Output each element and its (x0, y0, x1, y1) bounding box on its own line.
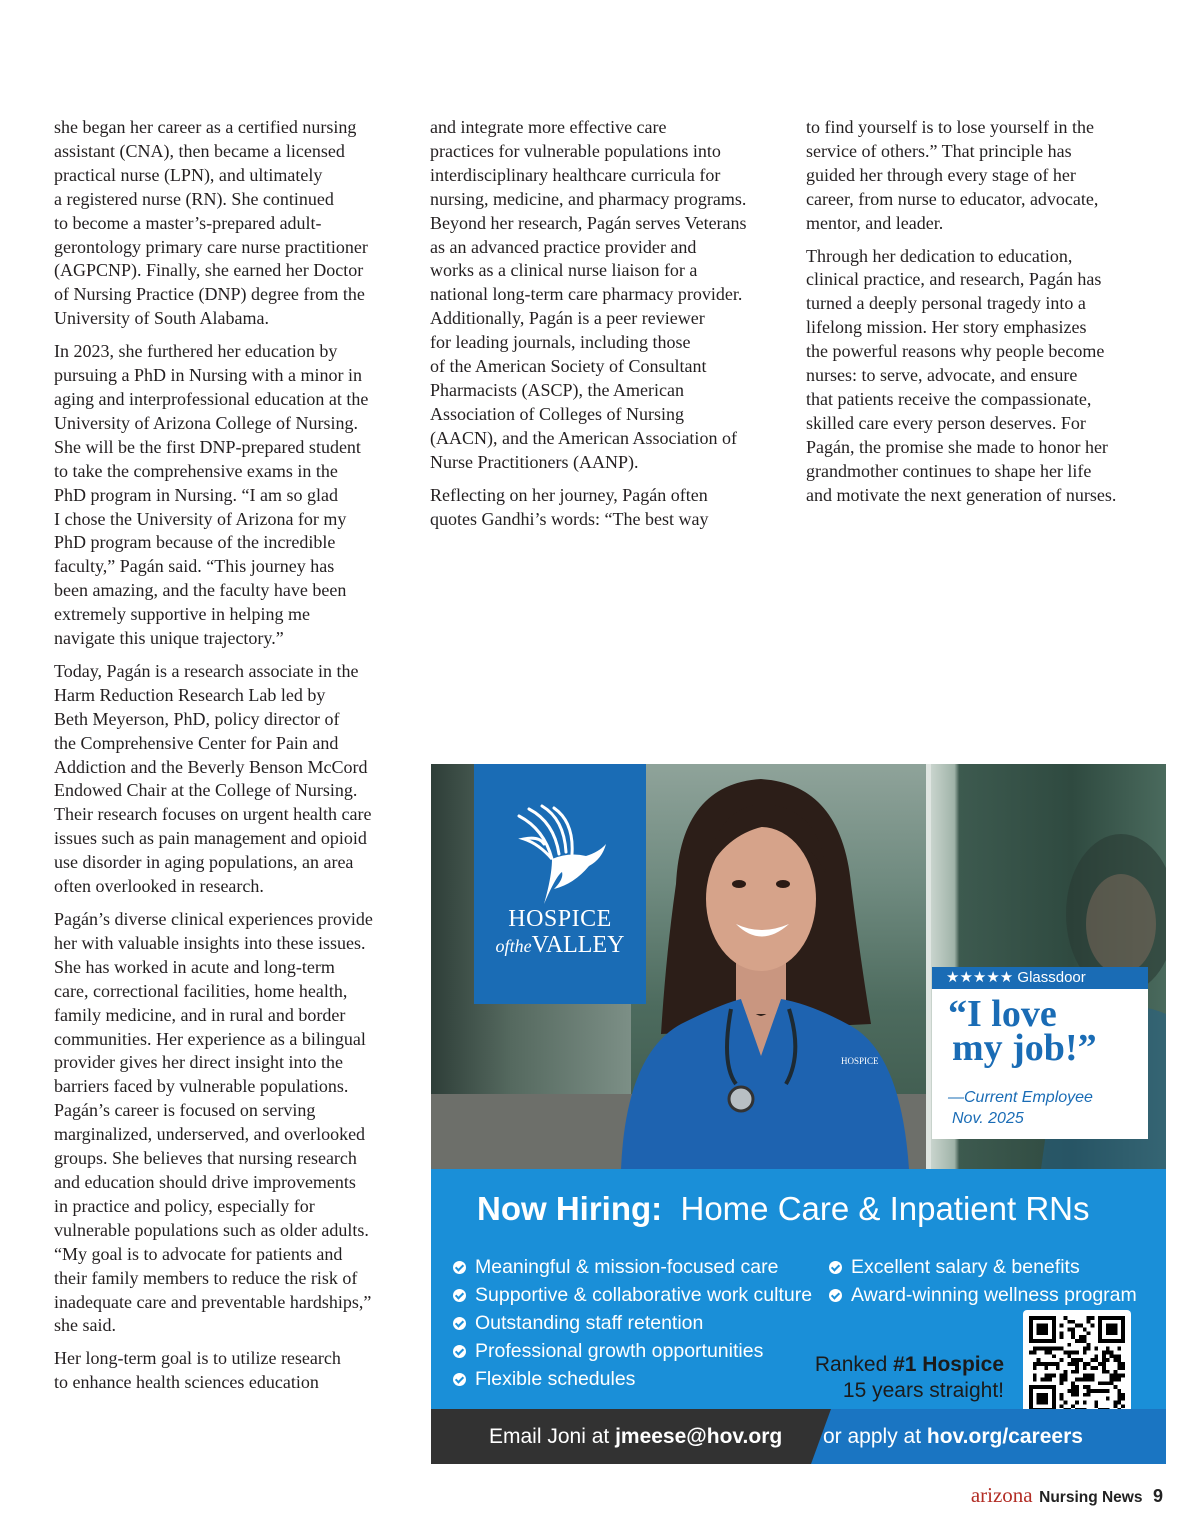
hospice-advertisement[interactable] (431, 764, 1166, 1464)
text-line: In 2023, she furthered her education by (54, 341, 338, 362)
text-line: and motivate the next generation of nurses. (806, 484, 1117, 505)
benefits-list-left (453, 1253, 812, 1393)
text-line: use disorder in aging populations, an area (54, 852, 354, 873)
article-paragraph (806, 116, 1156, 236)
review-attribution: —Current Employee Nov. 2025 (948, 1089, 1093, 1127)
text-line: PhD program in Nursing. “I am so glad (54, 484, 338, 505)
article-paragraph (430, 116, 780, 475)
text-line: aging and interprofessional education at the (54, 388, 369, 409)
text-line: often overlooked in research. (54, 876, 264, 897)
text-line: of the American Society of Consultant (430, 356, 707, 377)
text-line: Beyond her research, Pagán serves Veterans (430, 212, 747, 233)
text-line: as an advanced practice provider and (430, 236, 697, 257)
text-line: She will be the first DNP-prepared student (54, 436, 361, 457)
text-line: provider gives her direct insight into the (54, 1052, 343, 1073)
benefit-item: Supportive & collaborative work culture (453, 1281, 812, 1309)
text-line: she began her career as a certified nursing (54, 117, 357, 137)
text-line: extremely supportive in helping me (54, 604, 310, 625)
text-line: to find yourself is to lose yourself in the (806, 117, 1094, 137)
text-line: nurses: to serve, advocate, and ensure (806, 365, 1078, 386)
text-line: Pagán, the promise she made to honor her (806, 436, 1108, 457)
text-line: to take the comprehensive exams in the (54, 460, 338, 481)
text-line: for leading journals, including those (430, 332, 691, 353)
text-line: grandmother continues to shape her life (806, 460, 1092, 481)
text-line: career, from nurse to educator, advocate, (806, 188, 1099, 209)
text-line: works as a clinical nurse liaison for a (430, 260, 698, 281)
text-line: service of others.” That principle has (806, 140, 1072, 161)
text-line: issues such as pain management and opioid (54, 828, 367, 849)
text-line: national long-term care pharmacy provider. (430, 284, 743, 305)
article-paragraph (54, 1347, 404, 1395)
benefit-item: Flexible schedules (453, 1365, 812, 1393)
text-line: inadequate care and preventable hardships,” (54, 1291, 372, 1312)
review-quote: “I love my job!” (948, 993, 1097, 1069)
now-hiring-panel (431, 1169, 1166, 1409)
page-number: 9 (1152, 1486, 1163, 1506)
text-line: Pharmacists (ASCP), the American (430, 379, 684, 400)
check-circle-icon (453, 1289, 466, 1302)
benefit-item: Excellent salary & benefits (829, 1253, 1137, 1281)
hiring-headline: Now Hiring: Home Care & Inpatient RNs (477, 1190, 1090, 1227)
article-column-2 (430, 116, 780, 540)
text-line: assistant (CNA), then became a licensed (54, 140, 345, 161)
article-column-1 (54, 116, 404, 1404)
article-paragraph (54, 908, 404, 1338)
text-line: she said. (54, 1315, 116, 1336)
text-line: navigate this unique trajectory.” (54, 628, 284, 649)
svg-text:HOSPICE: HOSPICE (841, 1056, 879, 1066)
text-line: “My goal is to advocate for patients and (54, 1243, 343, 1264)
text-line: communities. Her experience as a bilingual (54, 1028, 366, 1049)
text-line: and integrate more effective care (430, 117, 667, 137)
text-line: her with valuable insights into these issues. (54, 932, 366, 953)
nurse-photo (431, 764, 1166, 1169)
text-line: a registered nurse (RN). She continued (54, 188, 334, 209)
publication-brand: arizona (970, 1483, 1033, 1507)
check-circle-icon (453, 1373, 466, 1386)
article-paragraph (54, 340, 404, 651)
text-line: care, correctional facilities, home health, (54, 980, 348, 1001)
text-line: vulnerable populations such as older adults. (54, 1219, 369, 1240)
text-line: clinical practice, and research, Pagán has (806, 269, 1102, 290)
text-line: Reflecting on her journey, Pagán often (430, 484, 708, 505)
text-line: Beth Meyerson, PhD, policy director of (54, 708, 340, 729)
publication-name: Nursing News (1039, 1489, 1143, 1506)
text-line: in practice and policy, especially for (54, 1195, 315, 1216)
careers-link[interactable]: or apply at hov.org/careers (823, 1425, 1083, 1448)
benefits-list-right (829, 1253, 1137, 1309)
logo-valley-text: oftheVALLEY (495, 932, 625, 958)
check-circle-icon (829, 1289, 842, 1302)
article-paragraph (806, 245, 1156, 508)
check-circle-icon (453, 1317, 466, 1330)
text-line: mentor, and leader. (806, 212, 944, 233)
contact-bar (431, 1409, 1166, 1464)
article-paragraph (54, 116, 404, 331)
text-line: Her long-term goal is to utilize research (54, 1348, 341, 1369)
text-line: Nurse Practitioners (AANP). (430, 451, 639, 472)
text-line: groups. She believes that nursing research (54, 1148, 357, 1169)
dove-hand-icon (514, 804, 609, 914)
hospice-logo (474, 764, 646, 1004)
check-circle-icon (453, 1261, 466, 1274)
text-line: turned a deeply personal tragedy into a (806, 293, 1086, 314)
text-line: Harm Reduction Research Lab led by (54, 684, 326, 705)
text-line: University of Arizona College of Nursing. (54, 412, 358, 433)
article-paragraph (430, 484, 780, 532)
logo-hospice-text: HOSPICE (508, 906, 612, 932)
text-line: interdisciplinary healthcare curricula for (430, 164, 721, 185)
glassdoor-rating: ★★★★★ Glassdoor (932, 967, 1148, 989)
text-line: guided her through every stage of her (806, 164, 1076, 185)
text-line: of Nursing Practice (DNP) degree from the (54, 284, 365, 305)
text-line: Through her dedication to education, (806, 245, 1073, 266)
qr-code[interactable] (1023, 1310, 1131, 1418)
glassdoor-review-card (932, 967, 1148, 1139)
text-line: skilled care every person deserves. For (806, 412, 1086, 433)
email-link[interactable]: Email Joni at jmeese@hov.org (489, 1425, 783, 1448)
text-line: I chose the University of Arizona for my (54, 508, 347, 529)
article-paragraph (54, 660, 404, 899)
text-line: Endowed Chair at the College of Nursing. (54, 780, 358, 801)
text-line: Association of Colleges of Nursing (430, 403, 684, 424)
text-line: to enhance health sciences education (54, 1372, 319, 1393)
text-line: their family members to reduce the risk of (54, 1267, 358, 1288)
page-footer (971, 1484, 1163, 1509)
text-line: to become a master’s-prepared adult- (54, 212, 322, 233)
text-line: Pagán’s diverse clinical experiences provide (54, 909, 373, 929)
text-line: gerontology primary care nurse practitioner (54, 236, 368, 257)
text-line: practical nurse (LPN), and ultimately (54, 164, 323, 185)
check-circle-icon (829, 1261, 842, 1274)
text-line: and education should drive improvements (54, 1171, 356, 1192)
text-line: She has worked in acute and long-term (54, 956, 335, 977)
text-line: marginalized, underserved, and overlooked (54, 1124, 366, 1145)
text-line: (AGPCNP). Finally, she earned her Doctor (54, 260, 364, 281)
text-line: quotes Gandhi’s words: “The best way (430, 508, 709, 529)
text-line: been amazing, and the faculty have been (54, 580, 347, 601)
ranked-badge: Ranked #1 Hospice 15 years straight! (814, 1353, 1004, 1402)
text-line: nursing, medicine, and pharmacy programs. (430, 188, 747, 209)
text-line: PhD program because of the incredible (54, 532, 336, 553)
text-line: pursuing a PhD in Nursing with a minor in (54, 365, 362, 386)
text-line: Their research focuses on urgent health care (54, 804, 372, 825)
text-line: practices for vulnerable populations into (430, 140, 721, 161)
text-line: Addiction and the Beverly Benson McCord (54, 756, 368, 777)
text-line: (AACN), and the American Association of (430, 427, 737, 448)
text-line: Pagán’s career is focused on serving (54, 1100, 316, 1121)
text-line: that patients receive the compassionate, (806, 388, 1092, 409)
benefit-item: Outstanding staff retention (453, 1309, 812, 1337)
article-column-3 (806, 116, 1156, 517)
text-line: barriers faced by vulnerable populations. (54, 1076, 349, 1097)
benefit-item: Meaningful & mission-focused care (453, 1253, 812, 1281)
text-line: family medicine, and in rural and border (54, 1004, 346, 1025)
text-line: Today, Pagán is a research associate in the (54, 660, 359, 681)
text-line: the Comprehensive Center for Pain and (54, 732, 339, 753)
text-line: University of South Alabama. (54, 308, 269, 329)
text-line: Additionally, Pagán is a peer reviewer (430, 308, 705, 329)
check-circle-icon (453, 1345, 466, 1358)
benefit-item: Professional growth opportunities (453, 1337, 812, 1365)
qr-code-icon (1029, 1316, 1125, 1412)
benefit-item: Award-winning wellness program (829, 1281, 1137, 1309)
text-line: faculty,” Pagán said. “This journey has (54, 556, 335, 577)
text-line: the powerful reasons why people become (806, 341, 1105, 362)
text-line: lifelong mission. Her story emphasizes (806, 317, 1087, 338)
